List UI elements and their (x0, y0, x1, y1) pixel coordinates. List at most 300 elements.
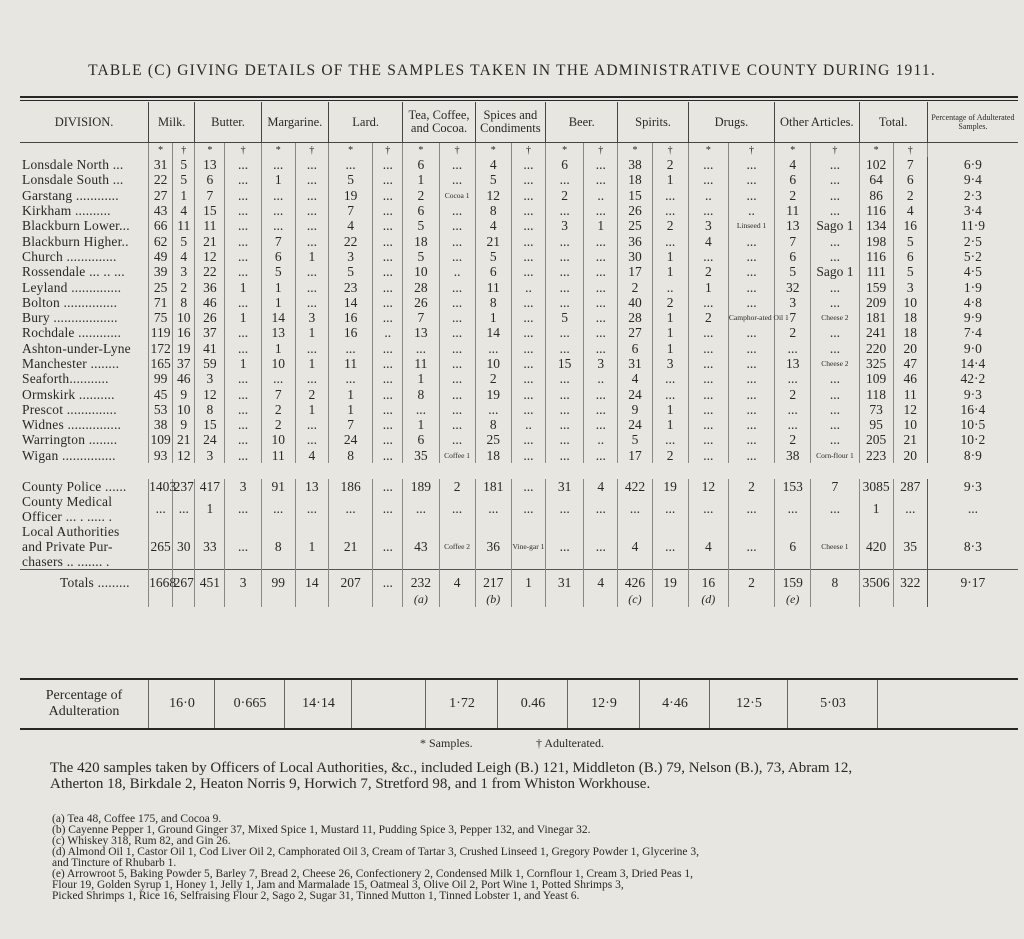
value-cell: 3 (546, 218, 584, 233)
note-ref (927, 592, 1018, 607)
division-name (20, 249, 149, 264)
totals-cell: 4 (584, 569, 618, 592)
division-name-line: Garstang ............ (22, 187, 119, 203)
value-cell: 17 (618, 264, 652, 279)
percentage-cell: 2·5 (927, 233, 1018, 248)
totals-cell: 19 (652, 569, 688, 592)
value-cell: 46 (195, 295, 225, 310)
value-cell: 3 (893, 279, 927, 294)
value-cell: ... (728, 386, 774, 401)
value-cell: ... (511, 402, 545, 417)
percentage-cell: 9·3 (927, 479, 1018, 494)
value-cell: 36 (195, 279, 225, 294)
value-cell: 1 (652, 249, 688, 264)
value-cell: ... (173, 494, 195, 524)
value-cell: ... (728, 295, 774, 310)
value-cell: ... (584, 233, 618, 248)
value-cell: ... (373, 417, 403, 432)
value-cell: ... (584, 249, 618, 264)
value-cell: ... (225, 233, 261, 248)
division-name-line: Warrington ........ (22, 432, 118, 448)
value-cell: 3 (195, 371, 225, 386)
value-cell: Corn-flour 1 (811, 448, 859, 463)
value-cell: 5 (893, 264, 927, 279)
header-percentage: Percentage of Adulterated Samples. (927, 102, 1018, 143)
value-cell: ... (373, 249, 403, 264)
value-cell: ... (439, 172, 475, 187)
value-cell: 19 (328, 188, 372, 203)
pct-butter: 0·665 (214, 680, 285, 728)
value-cell: ... (652, 203, 688, 218)
adulterated-symbol: † (225, 143, 261, 158)
division-name-line: Lonsdale North ... (22, 157, 124, 173)
value-cell: 7 (328, 417, 372, 432)
division-name (20, 341, 149, 356)
division-name-line: County Police ...... (22, 478, 127, 494)
value-cell: 1 (225, 310, 261, 325)
value-cell: ... (728, 172, 774, 187)
value-cell: ... (261, 203, 295, 218)
value-cell: 6 (261, 249, 295, 264)
value-cell: 2 (475, 371, 511, 386)
value-cell: ... (439, 295, 475, 310)
percentage-cell: 7·4 (927, 325, 1018, 340)
adulterated-symbol: † (295, 143, 328, 158)
value-cell: ... (225, 157, 261, 172)
division-name (20, 524, 149, 570)
value-cell: 18 (618, 172, 652, 187)
value-cell: 5 (173, 172, 195, 187)
value-cell: 265 (149, 524, 173, 570)
value-cell: ... (811, 172, 859, 187)
value-cell: ... (688, 356, 728, 371)
value-cell: ... (373, 356, 403, 371)
value-cell: ... (811, 325, 859, 340)
value-cell: ... (728, 494, 774, 524)
percentage-cell: 8·3 (927, 524, 1018, 570)
division-name-line: Rossendale ... .. ... (22, 264, 125, 280)
value-cell: 53 (149, 402, 173, 417)
value-cell: ... (584, 524, 618, 570)
value-cell: ... (584, 203, 618, 218)
value-cell: 1 (859, 494, 893, 524)
value-cell: 1403 (149, 478, 177, 494)
table-row (20, 356, 1018, 371)
note-line: (a) Tea 48, Coffee 175, and Cocoa 9. (52, 813, 222, 825)
table-row (20, 448, 1018, 463)
value-cell: ... (728, 417, 774, 432)
value-cell: 1 (295, 325, 328, 340)
adulterated-symbol: † (439, 143, 475, 158)
value-cell: 172 (150, 340, 171, 356)
value-cell: 9 (618, 402, 652, 417)
value-cell: 1 (403, 371, 439, 386)
percentage-label (20, 680, 148, 728)
value-cell: ... (688, 157, 728, 172)
value-cell: ... (295, 188, 328, 203)
value-cell: ... (511, 295, 545, 310)
notes-list (52, 814, 1012, 902)
division-name-line: Church .............. (22, 248, 117, 264)
table-row (20, 279, 1018, 294)
value-cell: 47 (893, 356, 927, 371)
division-name-line: Local Authorities (22, 523, 120, 539)
value-cell: .. (584, 432, 618, 447)
value-cell: ... (295, 172, 328, 187)
value-cell: 73 (859, 402, 893, 417)
value-cell: ... (584, 386, 618, 401)
samples-symbol: * (688, 143, 728, 158)
value-cell: 198 (859, 233, 893, 248)
value-cell: 10 (893, 295, 927, 310)
value-cell: ... (546, 341, 584, 356)
value-cell: 2 (403, 188, 439, 203)
value-cell: 4 (475, 157, 511, 172)
value-cell: ... (546, 203, 584, 218)
division-name-line: Seaforth........... (22, 371, 109, 387)
value-cell: ... (261, 157, 295, 172)
value-cell: 8 (328, 448, 372, 463)
value-cell: 5 (328, 172, 372, 187)
value-cell: 1 (328, 386, 372, 401)
value-cell: 1 (173, 188, 195, 203)
value-cell: 36 (475, 524, 511, 570)
value-cell: ... (688, 371, 728, 386)
value-cell: 220 (859, 341, 893, 356)
value-cell: ... (775, 494, 811, 524)
value-cell: ... (261, 218, 295, 233)
value-cell: ... (373, 310, 403, 325)
value-cell: 4 (775, 157, 811, 172)
totals-row (20, 569, 1018, 592)
division-name-line: Officer ... . ..... . (22, 508, 113, 524)
value-cell: 1 (225, 356, 261, 371)
division-name (20, 233, 149, 248)
value-cell: 13 (195, 157, 225, 172)
value-cell: 3 (584, 356, 618, 371)
value-cell: ... (546, 233, 584, 248)
samples-symbol: * (475, 143, 511, 158)
value-cell: 37 (195, 325, 225, 340)
table-row (20, 233, 1018, 248)
value-cell: 8 (403, 386, 439, 401)
value-cell: ... (225, 172, 261, 187)
note-ref (149, 592, 173, 607)
value-cell: .. (373, 325, 403, 340)
spacer-row (20, 463, 1018, 479)
value-cell: 5 (546, 310, 584, 325)
value-cell: 4 (173, 203, 195, 218)
value-cell: 18 (475, 448, 511, 463)
table-row (20, 417, 1018, 432)
percentage-cell: 9·9 (927, 310, 1018, 325)
top-rule (20, 96, 1018, 98)
value-cell: ... (373, 233, 403, 248)
summary-paragraph (50, 760, 1010, 792)
value-cell: 43 (403, 524, 439, 570)
value-cell: 2 (261, 402, 295, 417)
value-cell: ... (546, 448, 584, 463)
percentage-cell: 9·3 (927, 386, 1018, 401)
value-cell: Cheese 2 (811, 310, 859, 325)
value-cell: ... (439, 371, 475, 386)
note-ref (546, 592, 584, 607)
note-ref (859, 592, 893, 607)
note-ref: (c) (618, 592, 652, 607)
division-name (20, 356, 149, 371)
header-beer: Beer. (546, 102, 618, 143)
value-cell: 18 (403, 233, 439, 248)
value-cell: 15 (618, 188, 652, 203)
division-name (20, 494, 149, 524)
value-cell: ... (225, 203, 261, 218)
value-cell: 159 (859, 279, 893, 294)
value-cell: ... (511, 264, 545, 279)
table-row (20, 524, 1018, 570)
value-cell: 1 (225, 279, 261, 294)
samples-symbol: * (775, 143, 811, 158)
value-cell: 2 (295, 386, 328, 401)
value-cell: Cocoa 1 (439, 188, 475, 203)
totals-cell: 8 (811, 569, 859, 592)
value-cell: ... (328, 157, 372, 172)
value-cell: ... (511, 494, 545, 524)
value-cell: 1 (652, 402, 688, 417)
value-cell: ... (893, 494, 927, 524)
value-cell: Vine-gar 1 (511, 524, 545, 570)
value-cell: 6 (893, 172, 927, 187)
value-cell: ... (728, 264, 774, 279)
value-cell: ... (373, 341, 403, 356)
percentage-label-line1: Percentage of (45, 688, 123, 703)
value-cell: 287 (893, 479, 927, 494)
value-cell: 22 (195, 264, 225, 279)
value-cell: ... (511, 371, 545, 386)
value-cell: 5 (775, 264, 811, 279)
division-name-line: Rochdale ............ (22, 325, 122, 341)
value-cell: 14 (475, 325, 511, 340)
value-cell: ... (728, 325, 774, 340)
table-body (20, 143, 1018, 607)
value-cell: 6 (546, 157, 584, 172)
percentage-cell: 1·9 (927, 279, 1018, 294)
value-cell: 5 (403, 218, 439, 233)
note-ref: (e) (775, 592, 811, 607)
value-cell: 1 (403, 417, 439, 432)
value-cell: 3085 (859, 479, 893, 494)
adulterated-symbol: † (652, 143, 688, 158)
value-cell: 26 (403, 295, 439, 310)
header-butter: Butter. (195, 102, 261, 143)
value-cell: 420 (859, 524, 893, 570)
totals-cell: 159 (775, 569, 811, 592)
value-cell: 1 (295, 356, 328, 371)
value-cell: ... (373, 264, 403, 279)
value-cell: ... (728, 157, 774, 172)
value-cell: 10 (173, 402, 195, 417)
value-cell: 7 (811, 479, 859, 494)
value-cell: ... (775, 402, 811, 417)
top-rule-thin (20, 100, 1018, 101)
value-cell: 223 (859, 448, 893, 463)
note-ref (652, 592, 688, 607)
value-cell: 22 (328, 233, 372, 248)
value-cell: 116 (859, 203, 893, 218)
division-name-line: Bury .................. (22, 310, 118, 326)
note-line: Picked Shrimps 1, Rice 16, Selfraising Flour 2, Sago 2, Sugar 31, Tinned Mutton 1, Tinned Lobster 1, and Yeast 6. (52, 890, 580, 902)
value-cell: 1 (295, 524, 328, 570)
value-cell: ... (546, 249, 584, 264)
value-cell: 8 (475, 295, 511, 310)
value-cell: ... (225, 524, 261, 570)
percentage-cell: 14·4 (927, 356, 1018, 371)
value-cell: 1 (475, 310, 511, 325)
value-cell: 12 (475, 188, 511, 203)
note-line: and Tincture of Rhubarb 1. (52, 857, 177, 869)
value-cell: 5 (173, 157, 195, 172)
value-cell: ... (652, 233, 688, 248)
value-cell: 14 (328, 295, 372, 310)
value-cell: 8 (195, 402, 225, 417)
header-row (20, 102, 1018, 143)
value-cell: ... (225, 386, 261, 401)
value-cell: ... (728, 524, 774, 570)
value-cell: 6 (893, 249, 927, 264)
note-ref (373, 592, 403, 607)
adulterated-symbol: † (811, 143, 859, 158)
value-cell: 5 (893, 233, 927, 248)
division-name-line: Bolton ............... (22, 294, 118, 310)
value-cell: 11 (173, 218, 195, 233)
value-cell: ... (261, 494, 295, 524)
value-cell: 49 (149, 249, 173, 264)
value-cell: 189 (403, 479, 439, 494)
value-cell: 111 (859, 264, 893, 279)
value-cell: 1 (328, 402, 372, 417)
value-cell: ... (373, 371, 403, 386)
value-cell: ... (546, 402, 584, 417)
division-name (20, 448, 149, 463)
page-title: TABLE (C) GIVING DETAILS OF THE SAMPLES TAKEN IN THE ADMINISTRATIVE COUNTY DURING 1911. (88, 62, 936, 79)
value-cell: ... (811, 233, 859, 248)
value-cell: .. (511, 417, 545, 432)
division-name-line: Manchester ........ (22, 356, 120, 371)
header-margarine: Margarine. (261, 102, 328, 143)
value-cell: ... (728, 371, 774, 386)
value-cell: ... (652, 188, 688, 203)
value-cell: 27 (618, 325, 652, 340)
value-cell: 30 (618, 249, 652, 264)
value-cell: 8 (475, 417, 511, 432)
value-cell: ... (439, 386, 475, 401)
value-cell: 33 (195, 524, 225, 570)
value-cell: 9 (173, 417, 195, 432)
value-cell: 165 (150, 356, 171, 371)
samples-symbol: * (328, 143, 372, 158)
value-cell: .. (728, 203, 774, 218)
value-cell: ... (811, 249, 859, 264)
value-cell: 116 (859, 249, 893, 264)
value-cell: ... (511, 218, 545, 233)
value-cell: ... (688, 172, 728, 187)
value-cell: 31 (546, 479, 584, 494)
value-cell: ... (225, 341, 261, 356)
table-row (20, 432, 1018, 447)
value-cell: ... (811, 157, 859, 172)
pct-lard (351, 680, 426, 728)
value-cell: 4 (618, 524, 652, 570)
value-cell: ... (775, 341, 811, 356)
value-cell: ... (295, 494, 328, 524)
value-cell: 6 (618, 341, 652, 356)
division-name (20, 417, 149, 432)
value-cell: 11 (261, 448, 295, 463)
value-cell: ... (811, 494, 859, 524)
value-cell: ... (373, 448, 403, 463)
samples-symbol: * (403, 143, 439, 158)
note-ref (261, 592, 295, 607)
value-cell: 8 (475, 203, 511, 218)
samples-symbol: * (859, 143, 893, 158)
value-cell: ... (688, 341, 728, 356)
value-cell: ... (328, 371, 372, 386)
division-name-line: chasers .. ....... . (22, 553, 110, 569)
adulterated-symbol: † (893, 143, 927, 158)
division-name (20, 295, 149, 310)
percentage-cell: 6·9 (927, 157, 1018, 172)
table-row (20, 172, 1018, 187)
value-cell: 6 (195, 172, 225, 187)
pct-margarine: 14·14 (284, 680, 352, 728)
value-cell: ... (261, 371, 295, 386)
value-cell: 102 (859, 157, 893, 172)
value-cell: 28 (618, 310, 652, 325)
division-name (20, 203, 149, 218)
percentage-cell: 9·0 (927, 341, 1018, 356)
table-row (20, 325, 1018, 340)
value-cell: ... (511, 341, 545, 356)
value-cell: ... (225, 249, 261, 264)
note-line: (c) Whiskey 318, Rum 82, and Gin 26. (52, 835, 231, 847)
table-row (20, 494, 1018, 524)
division-name-line: Lonsdale South ... (22, 172, 124, 188)
division-name (20, 157, 149, 172)
value-cell: .. (584, 371, 618, 386)
value-cell: 1 (295, 402, 328, 417)
value-cell: 12 (173, 448, 195, 463)
table-row (20, 479, 1018, 494)
value-cell: 86 (859, 188, 893, 203)
value-cell: ... (728, 356, 774, 371)
value-cell: 1 (403, 172, 439, 187)
value-cell: 24 (195, 432, 225, 447)
value-cell: 19 (652, 479, 688, 494)
value-cell: 13 (775, 218, 811, 233)
value-cell: 24 (618, 386, 652, 401)
value-cell: 325 (859, 356, 893, 371)
value-cell: ... (775, 371, 811, 386)
value-cell: 1 (261, 295, 295, 310)
value-cell: 6 (775, 172, 811, 187)
value-cell: ... (439, 417, 475, 432)
value-cell: 20 (893, 341, 927, 356)
value-cell: 6 (403, 203, 439, 218)
value-cell: .. (688, 188, 728, 203)
value-cell: 38 (775, 448, 811, 463)
totals-cell: 217 (475, 569, 511, 592)
value-cell: .. (511, 279, 545, 294)
value-cell: 1 (195, 494, 225, 524)
